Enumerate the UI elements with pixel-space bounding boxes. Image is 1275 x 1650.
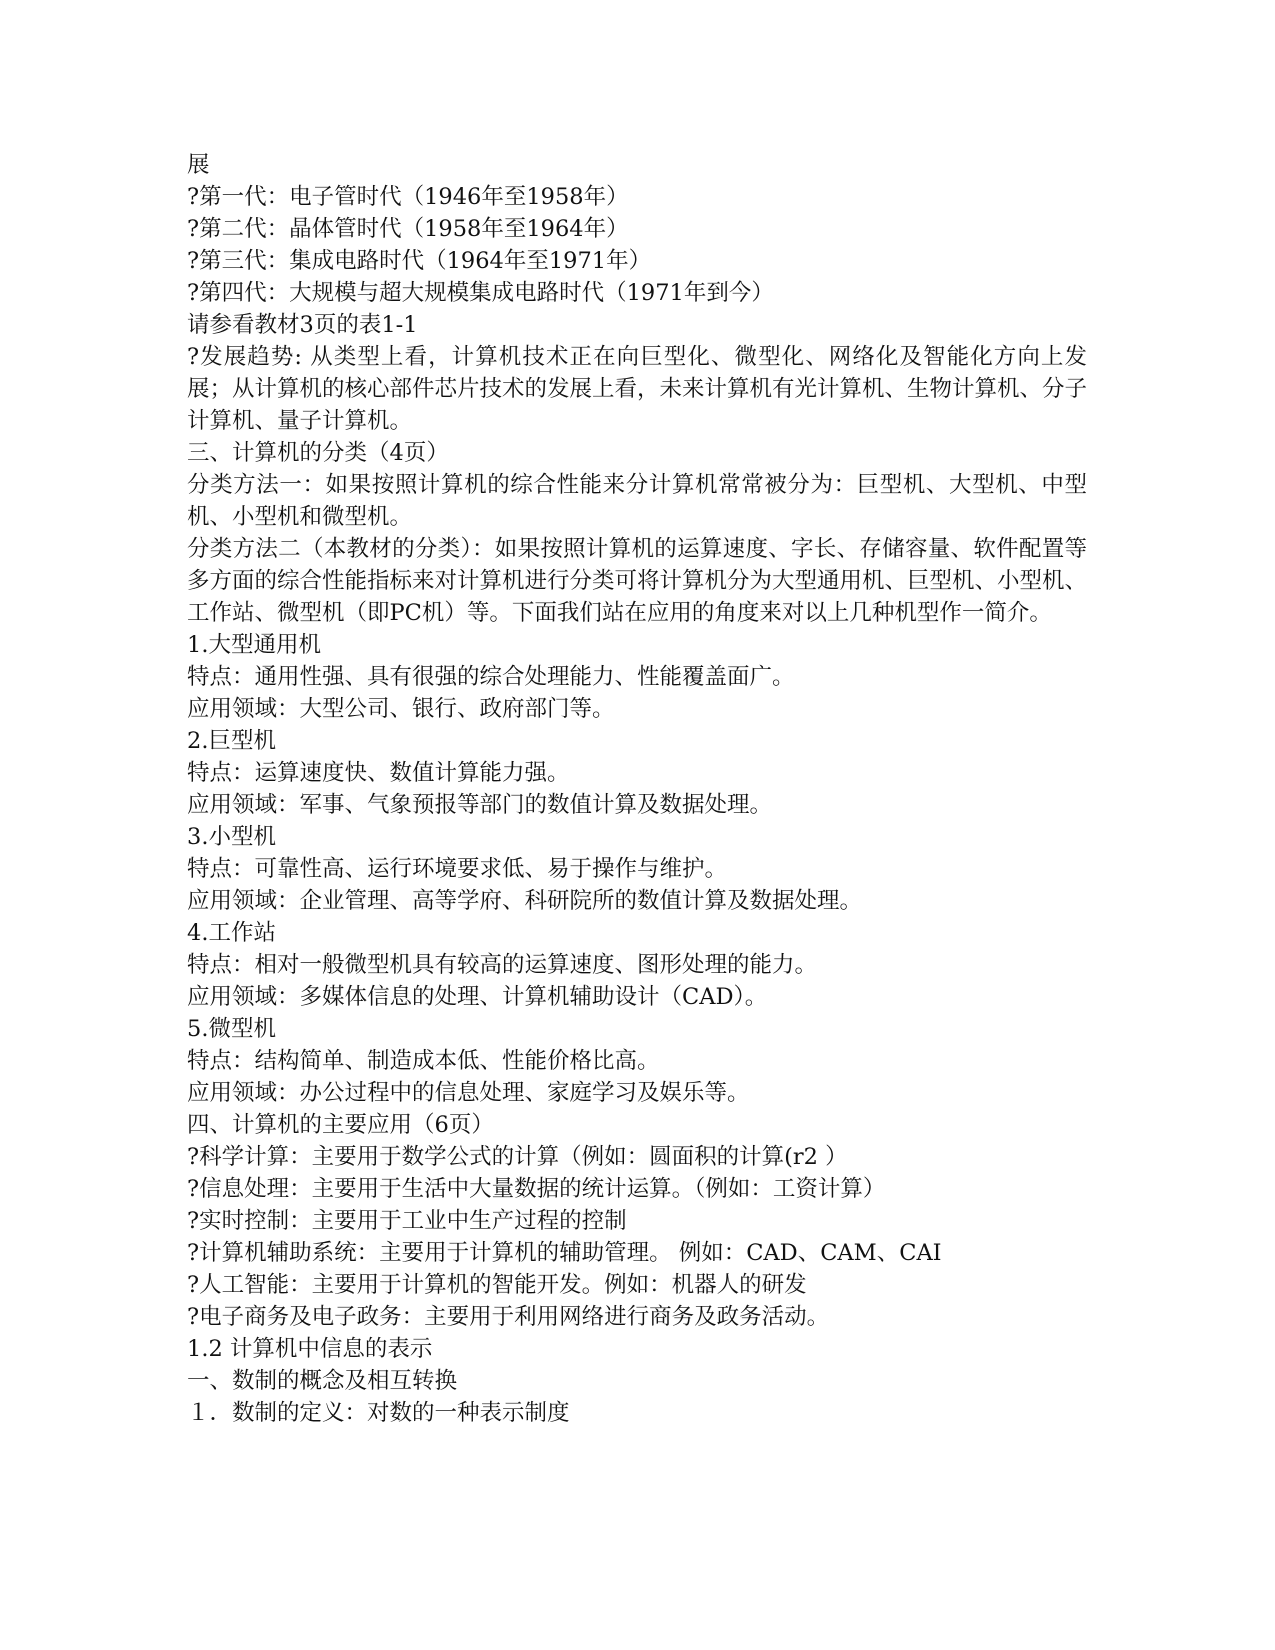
text-line: ?第二代：晶体管时代（1958年至1964年） — [187, 216, 629, 242]
text-line: 4.工作站 — [187, 920, 276, 946]
text-line: 5.微型机 — [187, 1016, 276, 1042]
text-line: 特点：结构简单、制造成本低、性能价格比高。 — [187, 1048, 660, 1074]
classification-method-1: 分类方法一：如果按照计算机的综合性能来分计算机常常被分为：巨型机、大型机、中型机、小型机和微型机。 — [187, 472, 1087, 530]
text-line: ?第四代：大规模与超大规模集成电路时代（1971年到今） — [187, 280, 774, 306]
section-heading: 一、数制的概念及相互转换 — [187, 1368, 458, 1394]
text-line: 展 — [187, 152, 210, 178]
text-line: 应用领域：大型公司、银行、政府部门等。 — [187, 696, 615, 722]
text-line: 应用领域：企业管理、高等学府、科研院所的数值计算及数据处理。 — [187, 888, 863, 914]
section-heading: 三、计算机的分类（4页） — [187, 440, 449, 466]
text-line: ?电子商务及电子政务：主要用于利用网络进行商务及政务活动。 — [187, 1304, 830, 1330]
classification-method-2: 分类方法二（本教材的分类）：如果按照计算机的运算速度、字长、存储容量、软件配置等多方面的综合性能指标来对计算机进行分类可将计算机分为大型通用机、巨型机、小型机、工作站、微型机（即PC机）等。下面我们站在应用的角度来对以上几种机型作一简介。 — [187, 536, 1088, 626]
text-line: 特点：运算速度快、数值计算能力强。 — [187, 760, 570, 786]
text-line: 特点：通用性强、具有很强的综合处理能力、性能覆盖面广。 — [187, 664, 795, 690]
text-line: 2.巨型机 — [187, 728, 276, 754]
text-line: ?人工智能：主要用于计算机的智能开发。例如：机器人的研发 — [187, 1272, 807, 1298]
text-line: ?信息处理：主要用于生活中大量数据的统计运算。（例如：工资计算） — [187, 1176, 886, 1202]
text-line: 1.大型通用机 — [187, 632, 321, 658]
text-line: ?实时控制：主要用于工业中生产过程的控制 — [187, 1208, 627, 1234]
section-heading: 四、计算机的主要应用（6页） — [187, 1112, 494, 1138]
text-line: 应用领域：军事、气象预报等部门的数值计算及数据处理。 — [187, 792, 773, 818]
text-line: ?计算机辅助系统：主要用于计算机的辅助管理。 例如：CAD、CAM、CAI — [187, 1240, 942, 1266]
text-line: １．数制的定义：对数的一种表示制度 — [187, 1400, 570, 1426]
text-line: 3.小型机 — [187, 824, 276, 850]
text-line: 应用领域：多媒体信息的处理、计算机辅助设计（CAD）。 — [187, 984, 768, 1010]
section-heading: 1.2 计算机中信息的表示 — [187, 1336, 433, 1362]
document-body — [187, 149, 1087, 1429]
text-line: 特点：可靠性高、运行环境要求低、易于操作与维护。 — [187, 856, 728, 882]
text-line: ?第一代：电子管时代（1946年至1958年） — [187, 184, 629, 210]
trend-paragraph: ?发展趋势: 从类型上看，计算机技术正在向巨型化、微型化、网络化及智能化方向上发展；从计算机的核心部件芯片技术的发展上看，未来计算机有光计算机、生物计算机、分子计算机、量子计算机。 — [187, 344, 1088, 434]
text-line: 特点：相对一般微型机具有较高的运算速度、图形处理的能力。 — [187, 952, 818, 978]
text-line: ?科学计算：主要用于数学公式的计算（例如：圆面积的计算(r2 ） — [187, 1144, 848, 1170]
text-line: 请参看教材3页的表1-1 — [187, 312, 418, 338]
text-line: ?第三代：集成电路时代（1964年至1971年） — [187, 248, 652, 274]
text-line: 应用领域：办公过程中的信息处理、家庭学习及娱乐等。 — [187, 1080, 750, 1106]
